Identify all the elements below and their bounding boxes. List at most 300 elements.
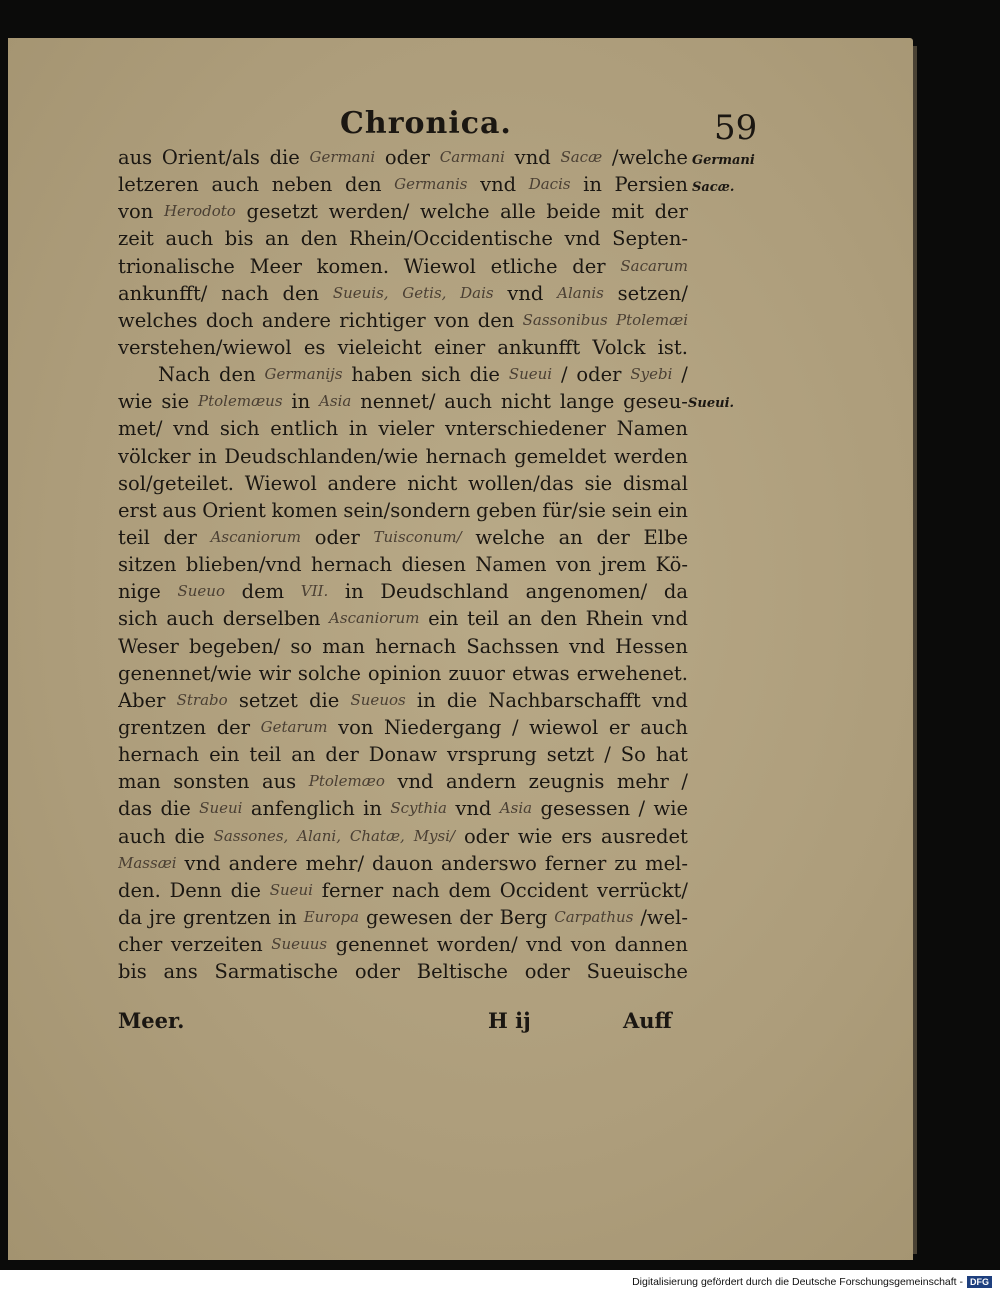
- margin-note: Germani: [692, 153, 755, 168]
- word: teil: [118, 525, 150, 549]
- word: bis: [224, 227, 254, 251]
- word: worden/: [436, 933, 518, 957]
- latin-word: Germani: [309, 148, 376, 166]
- word: wie: [517, 824, 553, 848]
- word: setzt: [546, 743, 595, 767]
- word: anfenglich: [250, 797, 355, 821]
- word: Rhein: [585, 607, 644, 631]
- word: ein: [657, 498, 688, 522]
- word: vrsprung: [447, 743, 537, 767]
- text-line: [118, 497, 688, 524]
- word: nach: [221, 281, 269, 305]
- word: jre: [149, 905, 176, 929]
- catchword: Auff: [623, 1008, 672, 1033]
- text-line: [118, 524, 688, 551]
- text-line: [118, 850, 688, 877]
- text-line: [118, 958, 688, 985]
- word: geben: [476, 498, 537, 522]
- running-head: Chronica.: [340, 106, 512, 141]
- word: haben: [351, 363, 413, 387]
- word: ist.: [657, 335, 688, 359]
- word: man: [322, 634, 365, 658]
- word: da: [118, 905, 143, 929]
- word: hernach: [375, 634, 457, 658]
- latin-word: Asia: [319, 392, 352, 411]
- word: an: [558, 525, 583, 549]
- text-line: [118, 931, 688, 958]
- word: aus: [118, 146, 153, 169]
- word: ers: [561, 824, 593, 848]
- word: /welche: [611, 146, 688, 169]
- word: vnterschiedener: [444, 417, 606, 441]
- page-number: 59: [714, 108, 758, 148]
- body-text: [118, 144, 688, 985]
- word: derselben: [222, 607, 321, 631]
- word: met/: [118, 417, 163, 441]
- word: dauon: [372, 851, 433, 875]
- signature-mark: H ij: [488, 1008, 531, 1033]
- word: neben: [271, 173, 333, 197]
- word: hernach: [118, 743, 200, 767]
- word: oder: [354, 960, 400, 984]
- word: vnd: [526, 933, 563, 957]
- text-line: [118, 225, 688, 252]
- word: Beltische: [416, 960, 508, 984]
- word: oder: [576, 363, 622, 387]
- word: begeben/: [189, 634, 281, 658]
- latin-word: Ascaniorum: [210, 527, 302, 546]
- word: die: [446, 688, 478, 712]
- word: Namen: [616, 417, 688, 441]
- word: aus: [162, 498, 197, 522]
- word: Orient: [202, 498, 266, 522]
- word: sich: [118, 607, 158, 631]
- word: /: [681, 770, 688, 794]
- word: zu: [614, 851, 638, 875]
- word: in: [344, 580, 364, 604]
- latin-word: Sueuus: [271, 935, 328, 954]
- word: anderswo: [440, 851, 537, 875]
- text-line: [118, 823, 688, 850]
- word: beide: [546, 200, 601, 224]
- word: vnd: [397, 770, 434, 794]
- word: auch: [211, 173, 260, 197]
- text-line: [118, 415, 688, 442]
- word: Aber: [118, 688, 166, 712]
- word: auch: [444, 390, 492, 414]
- text-line: [118, 904, 688, 931]
- word: den: [477, 308, 515, 332]
- word: Persien: [614, 173, 688, 197]
- word: nach: [392, 878, 440, 902]
- word: blieben/vnd: [185, 553, 302, 577]
- word: die: [309, 688, 340, 712]
- word: oder: [463, 824, 510, 848]
- word: richtiger: [339, 308, 426, 332]
- word: Wiewol: [403, 254, 476, 278]
- text-line: [118, 578, 688, 605]
- word: wiewol: [529, 715, 599, 739]
- word: erwehenet.: [576, 661, 688, 685]
- latin-word: Sueui: [269, 880, 313, 899]
- word: an: [291, 743, 316, 767]
- word: /: [638, 797, 646, 821]
- word: cher: [118, 933, 163, 957]
- dfg-logo: DFG: [967, 1276, 992, 1288]
- word: vnd: [651, 688, 688, 712]
- word: dannen: [614, 933, 688, 957]
- word: andere: [327, 471, 397, 495]
- text-line: [118, 795, 688, 822]
- word: erst: [118, 498, 157, 522]
- word: in: [363, 797, 382, 821]
- latin-word: Herodoto: [163, 202, 236, 221]
- word: in: [583, 173, 602, 197]
- latin-word: Ptolemæo: [308, 772, 385, 791]
- latin-word: Alani,: [297, 826, 341, 845]
- latin-word: Carmani: [439, 148, 505, 166]
- word: etliche: [490, 254, 558, 278]
- word: welches: [118, 308, 198, 332]
- word: ferner: [321, 878, 384, 902]
- word: andere: [228, 851, 298, 875]
- word: sich: [219, 417, 260, 441]
- word: vnd: [173, 417, 210, 441]
- word: vnd: [507, 281, 544, 305]
- word: den.: [118, 878, 161, 902]
- word: man: [118, 770, 161, 794]
- word: Weser: [118, 634, 179, 658]
- text-line: [118, 741, 688, 768]
- word: nicht: [407, 471, 458, 495]
- word: die: [230, 878, 261, 902]
- latin-word: Sassonibus: [522, 310, 608, 329]
- word: die: [160, 797, 191, 821]
- latin-word: Getarum: [260, 717, 328, 736]
- word: den: [219, 363, 256, 387]
- word: von: [556, 553, 592, 577]
- word: komen.: [316, 254, 390, 278]
- latin-word: Ptolemæus: [198, 392, 283, 411]
- word: werden/: [328, 200, 410, 224]
- margin-note: Sacæ.: [692, 180, 735, 195]
- latin-word: Germanis: [394, 175, 468, 194]
- word: /: [560, 363, 568, 387]
- word: da: [663, 580, 688, 604]
- text-line: [118, 633, 688, 660]
- latin-word: Sueuis,: [332, 283, 389, 302]
- text-line: [118, 144, 688, 171]
- word: vnd: [514, 146, 551, 169]
- word: So: [620, 743, 646, 767]
- word: Sachssen: [466, 634, 559, 658]
- word: der: [572, 254, 606, 278]
- word: Deudschland: [380, 580, 509, 604]
- text-line: [118, 361, 688, 388]
- word: ankunfft/: [118, 281, 208, 305]
- word: vnd: [569, 634, 606, 658]
- text-line: [118, 687, 688, 714]
- latin-word: Scythia: [390, 799, 447, 818]
- word: gewesen: [366, 905, 453, 929]
- catch-line: [118, 1008, 688, 1038]
- word: vieleicht: [337, 335, 422, 359]
- word: alle: [500, 200, 536, 224]
- word: Elbe: [643, 525, 688, 549]
- word: Occident: [499, 878, 589, 902]
- word: andern: [446, 770, 517, 794]
- word: angenomen/: [525, 580, 648, 604]
- word: sitzen: [118, 553, 177, 577]
- latin-word: Sueuo: [177, 582, 225, 601]
- latin-word: Germanijs: [264, 365, 343, 384]
- word: sie: [584, 471, 613, 495]
- word: teil: [249, 743, 282, 767]
- latin-word: Alanis: [557, 283, 604, 302]
- word: ankunfft: [497, 335, 581, 359]
- word: so: [290, 634, 313, 658]
- funding-footer: [632, 1275, 992, 1289]
- word: der: [459, 905, 493, 929]
- funding-notice: Digitalisierung gefördert durch die Deutsche Forschungsgemeinschaft -: [632, 1276, 963, 1288]
- word: auch: [165, 227, 214, 251]
- word: vnd: [480, 173, 517, 197]
- word: werden: [613, 444, 688, 468]
- word: dem: [448, 878, 491, 902]
- word: auch: [640, 715, 688, 739]
- margin-note: Sueui.: [688, 396, 735, 411]
- word: wie: [118, 390, 153, 414]
- latin-word: Sacæ: [560, 148, 603, 166]
- word: vnd: [184, 851, 221, 875]
- word: gesetzt: [246, 200, 318, 224]
- word: opinion: [367, 661, 442, 685]
- word: es: [303, 335, 326, 359]
- word: zuuor: [448, 661, 505, 685]
- word: /wel-: [640, 905, 688, 929]
- word: zeugnis: [528, 770, 605, 794]
- word: doch: [205, 308, 254, 332]
- word: welche: [475, 525, 545, 549]
- latin-word: VII.: [300, 582, 329, 601]
- word: Sueuische: [586, 960, 688, 984]
- word: von: [570, 933, 607, 957]
- word: grentzen: [182, 905, 272, 929]
- latin-word: Chatæ,: [349, 826, 405, 845]
- text-line: [118, 198, 688, 225]
- word: /: [511, 715, 519, 739]
- word: der: [325, 743, 359, 767]
- word: Nach: [158, 363, 211, 387]
- latin-word: Ascaniorum: [329, 609, 420, 628]
- word: teil: [467, 607, 499, 631]
- word: einer: [433, 335, 486, 359]
- word: verrückt/: [597, 878, 688, 902]
- text-line: [118, 470, 688, 497]
- word: verstehen/wiewol: [118, 335, 292, 359]
- word: genennet/wie: [118, 661, 252, 685]
- text-line: [118, 171, 688, 198]
- word: vnd: [455, 797, 492, 821]
- word: etwas: [511, 661, 570, 685]
- word: setzet: [238, 688, 298, 712]
- text-line: [118, 443, 688, 470]
- word: trionalische: [118, 254, 235, 278]
- word: genennet: [335, 933, 429, 957]
- word: vnd: [651, 607, 688, 631]
- latin-word: Dacis: [528, 175, 571, 194]
- word: welche: [420, 200, 490, 224]
- word: auch: [118, 824, 166, 848]
- text-line: [118, 605, 688, 632]
- text-line: [118, 551, 688, 578]
- word: verzeiten: [170, 933, 263, 957]
- word: der: [163, 525, 197, 549]
- latin-word: Ptolemæi: [616, 310, 688, 329]
- word: lange: [559, 390, 615, 414]
- word: oder: [314, 525, 360, 549]
- word: vnd: [564, 227, 601, 251]
- word: den: [282, 281, 320, 305]
- text-line: [118, 280, 688, 307]
- latin-word: Sueuos: [350, 690, 406, 709]
- word: die: [174, 824, 205, 848]
- latin-word: Asia: [499, 799, 533, 818]
- word: in: [198, 444, 217, 468]
- latin-word: Sueui: [508, 365, 553, 384]
- word: sol/geteilet.: [118, 471, 235, 495]
- latin-word: Strabo: [176, 690, 228, 709]
- word: mehr: [616, 770, 669, 794]
- word: solche: [297, 661, 361, 685]
- text-line: [118, 768, 688, 795]
- latin-word: Syebi: [630, 365, 673, 384]
- word: Donaw: [368, 743, 438, 767]
- word: komen: [271, 498, 338, 522]
- word: setzen/: [617, 281, 688, 305]
- word: letzeren: [118, 173, 199, 197]
- word: Wiewol: [244, 471, 317, 495]
- text-line: [118, 660, 688, 687]
- word: dismal: [622, 471, 688, 495]
- word: andere: [261, 308, 331, 332]
- word: an: [507, 607, 532, 631]
- word: den: [300, 227, 338, 251]
- word: Deudschlanden/wie: [224, 444, 419, 468]
- word: den: [540, 607, 578, 631]
- word: Hessen: [615, 634, 688, 658]
- word: der: [654, 200, 688, 224]
- word: Rhein/Occidentische: [348, 227, 553, 251]
- word: wollen/das: [468, 471, 574, 495]
- word: das: [118, 797, 153, 821]
- word: wir: [258, 661, 291, 685]
- word: dem: [241, 580, 285, 604]
- word: nicht: [500, 390, 551, 414]
- latin-word: Getis,: [402, 283, 447, 302]
- word: ans: [163, 960, 198, 984]
- word: Namen: [475, 553, 547, 577]
- word: in: [348, 417, 368, 441]
- word: Septen-: [612, 227, 688, 251]
- word: diesen: [401, 553, 466, 577]
- text-line: [118, 334, 688, 361]
- word: vieler: [378, 417, 435, 441]
- word: hernach: [425, 444, 507, 468]
- word: sonsten: [173, 770, 250, 794]
- word: nennet/: [360, 390, 436, 414]
- word: gemeldet: [514, 444, 607, 468]
- text-line: [118, 714, 688, 741]
- latin-word: Dais: [460, 283, 494, 302]
- text-line: [118, 877, 688, 904]
- text-line: [118, 253, 688, 280]
- word: mel-: [645, 851, 688, 875]
- word: zeit: [118, 227, 154, 251]
- text-line: [118, 388, 688, 415]
- word: in: [416, 688, 436, 712]
- latin-word: Sassones,: [213, 826, 289, 845]
- word: völcker: [118, 444, 191, 468]
- word: ein: [428, 607, 459, 631]
- word: hat: [655, 743, 688, 767]
- word: in: [291, 390, 311, 414]
- word: nige: [118, 580, 161, 604]
- word: entlich: [270, 417, 339, 441]
- latin-word: Massæi: [118, 853, 177, 872]
- word: Niedergang: [384, 715, 502, 739]
- word: oder: [524, 960, 570, 984]
- word: grentzen: [118, 715, 207, 739]
- word: /: [604, 743, 611, 767]
- word: auch: [166, 607, 215, 631]
- word: die: [469, 363, 500, 387]
- word: Berg: [499, 905, 548, 929]
- latin-word: Carpathus: [554, 907, 634, 926]
- word: Nachbarschafft: [488, 688, 641, 712]
- word: aus: [262, 770, 297, 794]
- word: bis: [118, 960, 147, 984]
- word: jrem: [600, 553, 647, 577]
- word: den: [344, 173, 382, 197]
- word: sich: [421, 363, 461, 387]
- latin-word: Sueui: [199, 799, 243, 818]
- word: mehr/: [305, 851, 365, 875]
- word: er: [608, 715, 630, 739]
- word: sein: [611, 498, 652, 522]
- word: von: [434, 308, 470, 332]
- text-block: [110, 100, 770, 1060]
- word: Volck: [592, 335, 646, 359]
- word: Kö-: [655, 553, 688, 577]
- word: ausredet: [600, 824, 688, 848]
- word: sie: [161, 390, 190, 414]
- word: an: [265, 227, 290, 251]
- page-edge-shadow: [913, 46, 917, 1254]
- word: für/sie: [542, 498, 606, 522]
- word: oder: [384, 146, 431, 169]
- word: ein: [209, 743, 240, 767]
- word: geseu-: [623, 390, 688, 414]
- word: sein/sondern: [343, 498, 471, 522]
- text-line: [118, 307, 688, 334]
- word: der: [216, 715, 251, 739]
- word: mit: [611, 200, 644, 224]
- word: von: [118, 200, 154, 224]
- last-line: Meer.: [118, 1008, 185, 1033]
- word: /: [681, 363, 688, 387]
- word: Meer: [249, 254, 302, 278]
